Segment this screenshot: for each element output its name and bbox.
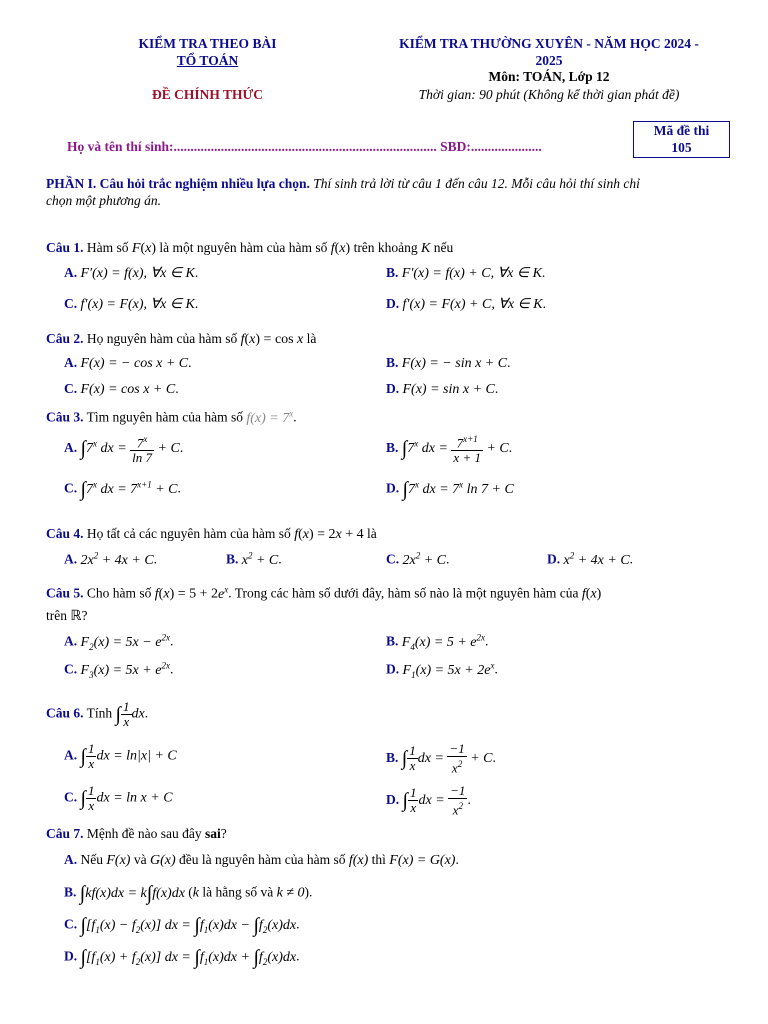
q1-option-d[interactable]: D. f′(x) = F(x) + C, ∀x ∈ K. [386,296,547,312]
question-6: Câu 6. Tính ∫ $\frac{1}{x}$ dx. [46,699,149,729]
header-subject: Môn: TOÁN, Lớp 12 [488,69,610,84]
q5-option-d[interactable]: D. $F_1(x) = 5x + 2e^x$. [386,660,498,680]
question-7: Câu 7. Mệnh đề nào sau đây sai? [46,826,227,841]
q2-option-d[interactable]: D. F(x) = sin x + C. [386,381,499,397]
q6-option-d[interactable]: D. ∫ $\frac{1}{x}$ dx = $\frac{-1}{x^2}$ . [386,783,471,818]
question-1: Câu 1. Hàm số F(x) là một nguyên hàm của hàm số f(x) trên khoảng K nếu [46,240,454,256]
q2-option-a[interactable]: A. F(x) = − cos x + C. [64,355,192,371]
q2-option-c[interactable]: C. F(x) = cos x + C. [64,381,179,397]
exam-code-box: Mã đề thi 105 [633,121,730,158]
header-exam-title: KIỂM TRA THƯỜNG XUYÊN - NĂM HỌC 2024 - [399,36,699,51]
header-department: TỔ TOÁN [176,53,239,68]
q7-option-d[interactable]: D. $\int[f_1(x) + f_2(x)]$ dx = $\int f_1(x)dx + \int f_2(x)dx$. [64,946,300,968]
q4-option-d[interactable]: D. $x^2 + 4x + C$. [547,550,634,568]
header-time: Thời gian: 90 phút (Không kể thời gian phát đề) [418,87,680,102]
q7-option-b[interactable]: B. ∫kf(x)dx = k∫f(x)dx (k là hằng số và k ≠ 0). [64,882,313,904]
q4-option-a[interactable]: A. $2x^2 + 4x + C$. [64,550,158,568]
q5-option-c[interactable]: C. $F_3(x) = 5x + e^{2x}$. [64,660,174,680]
q1-option-b[interactable]: B. F′(x) = f(x) + C, ∀x ∈ K. [386,265,546,281]
q1-option-c[interactable]: C. f′(x) = F(x), ∀x ∈ K. [64,296,199,312]
header-official: ĐỀ CHÍNH THỨC [151,87,263,102]
part-instruction: PHẦN I. Câu hỏi trắc nghiệm nhiều lựa chọn. Thí sinh trả lời từ câu 1 đến câu 12. Mỗi câu hỏi thí sinh chỉ chọn một phương án. [46,176,640,208]
q1-option-a[interactable]: A. F′(x) = f(x), ∀x ∈ K. [64,265,199,281]
header-left-title: KIỂM TRA THEO BÀI [138,36,277,51]
q3-option-c[interactable]: C. ∫7$^x$ dx = $7^{x+1} + C$. [64,478,181,500]
q6-option-b[interactable]: B. ∫ $\frac{1}{x}$ dx = $\frac{-1}{x^2}$ + C. [386,741,496,776]
q3-option-a[interactable]: A. ∫7$^x$ dx = $\frac{7^x}{\ln 7}$ + C. [64,434,184,466]
header-exam-year: 2025 [535,53,563,68]
q7-option-c[interactable]: C. $\int[f_1(x) - f_2(x)]$ dx = $\int f_1(x)dx - \int f_2(x)dx$. [64,914,300,936]
q4-option-b[interactable]: B. $x^2 + C$. [226,550,282,568]
candidate-name-field: Họ và tên thí sinh:.............................................................................. SBD:..................... [67,139,542,154]
question-2: Câu 2. Họ nguyên hàm của hàm số f(x) = cos x là [46,331,317,347]
q6-option-c[interactable]: C. ∫ $\frac{1}{x}$ dx = ln x + C [64,783,173,813]
q6-option-a[interactable]: A. ∫ $\frac{1}{x}$ dx = ln|x| + C [64,741,177,771]
q2-option-b[interactable]: B. F(x) = − sin x + C. [386,355,511,371]
question-4: Câu 4. Họ tất cả các nguyên hàm của hàm số f(x) = 2x + 4 là [46,526,377,542]
q7-option-a[interactable]: A. Nếu F(x) và G(x) đều là nguyên hàm của hàm số f(x) thì F(x) = G(x). [64,852,459,868]
q5-option-a[interactable]: A. $F_2(x) = 5x - e^{2x}$. [64,632,174,652]
q5-option-b[interactable]: B. $F_4(x) = 5 + e^{2x}$. [386,632,489,652]
q3-option-d[interactable]: D. ∫7$^x$ dx = $7^x$ ln 7 + C [386,478,514,500]
q4-option-c[interactable]: C. $2x^2 + C$. [386,550,450,568]
question-5: Câu 5. Cho hàm số $f(x) = 5 + 2e^x$. Trong các hàm số dưới đây, hàm số nào là một nguyên hàm của f(x) [46,584,602,602]
question-5-line2: trên ℝ? [46,608,88,624]
question-3: Câu 3. Tìm nguyên hàm của hàm số $f(x) = 7^x$. [46,408,297,426]
q3-option-b[interactable]: B. ∫7$^x$ dx = $\frac{7^{x+1}}{x + 1}$ + C. [386,434,513,466]
